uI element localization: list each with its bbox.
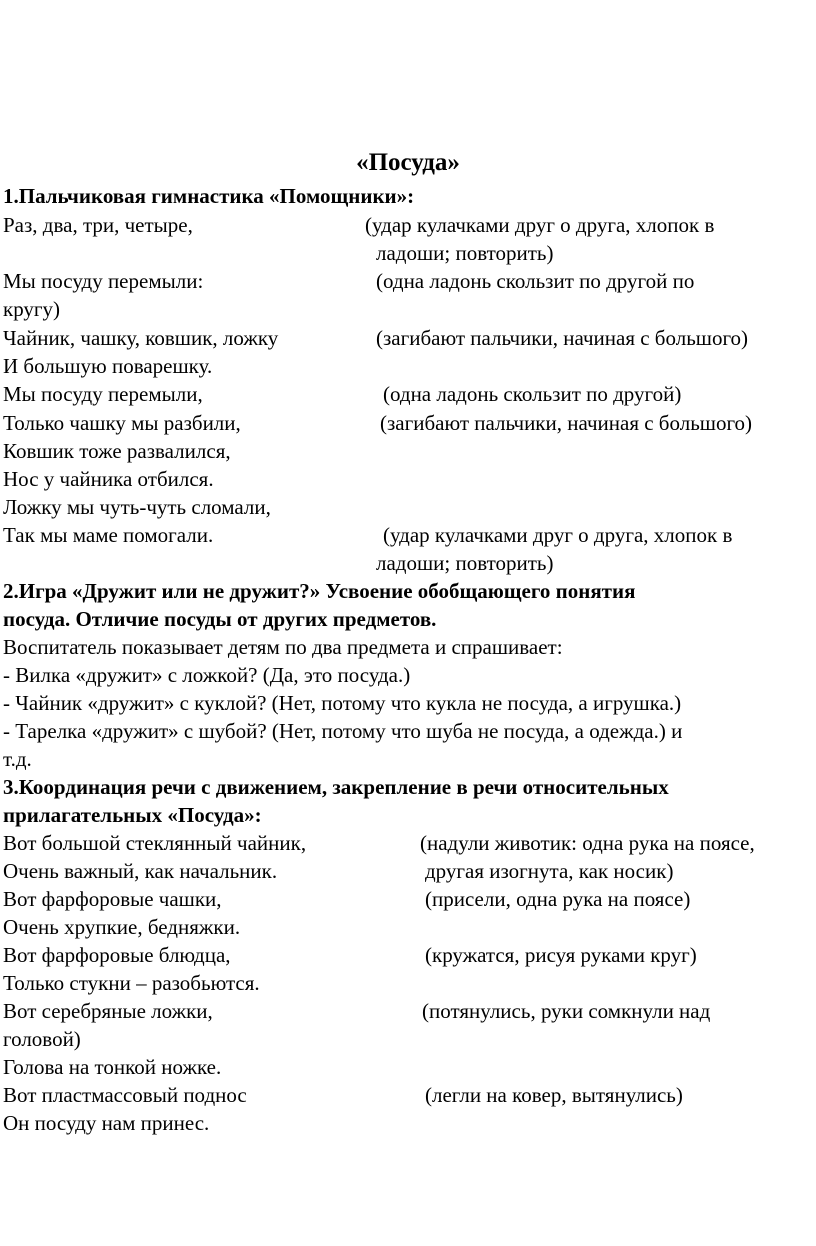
verse-line: Раз, два, три, четыре, [3, 213, 193, 237]
verse-line: Мы посуду перемыли, [3, 382, 203, 406]
verse-line: Чайник, чашку, ковшик, ложку [3, 326, 279, 350]
verse-line: Нос у чайника отбился. [3, 467, 214, 491]
movement-note: головой) [3, 1027, 81, 1051]
movement-note: (присели, одна рука на поясе) [425, 887, 691, 911]
movement-note: (одна ладонь скользит по другой по [376, 269, 695, 293]
paragraph-line: Воспитатель показывает детям по два предмета и спрашивает: [3, 635, 563, 659]
verse-line: И большую поварешку. [3, 354, 213, 378]
section2-heading: посуда. Отличие посуды от других предметов. [3, 607, 437, 631]
verse-line: Вот пластмассовый поднос [3, 1083, 247, 1107]
paragraph-line: - Вилка «дружит» с ложкой? (Да, это посуда.) [3, 663, 411, 687]
verse-line: Он посуду нам принес. [3, 1111, 210, 1135]
paragraph-line: - Чайник «дружит» с куклой? (Нет, потому что кукла не посуда, а игрушка.) [3, 691, 682, 715]
paragraph-line: т.д. [3, 747, 32, 771]
movement-note: (одна ладонь скользит по другой) [383, 382, 682, 406]
movement-note: (удар кулачками друг о друга, хлопок в [383, 523, 733, 547]
verse-line: Только чашку мы разбили, [3, 411, 241, 435]
verse-line: Голова на тонкой ножке. [3, 1055, 222, 1079]
movement-note: (удар кулачками друг о друга, хлопок в [365, 213, 715, 237]
verse-line: Очень важный, как начальник. [3, 859, 278, 883]
verse-line: Только стукни – разобьются. [3, 971, 260, 995]
movement-note: (загибают пальчики, начиная с большого) [376, 326, 749, 350]
verse-line: Ложку мы чуть-чуть сломали, [3, 495, 271, 519]
verse-line: Очень хрупкие, бедняжки. [3, 915, 241, 939]
verse-line: Вот фарфоровые блюдца, [3, 943, 231, 967]
verse-line: Ковшик тоже развалился, [3, 439, 231, 463]
page-title: «Посуда» [356, 149, 460, 176]
verse-line: Мы посуду перемыли: [3, 269, 204, 293]
verse-line: Вот большой стеклянный чайник, [3, 831, 307, 855]
verse-line: Вот фарфоровые чашки, [3, 887, 222, 911]
movement-note: (загибают пальчики, начиная с большого) [380, 411, 753, 435]
paragraph-line: - Тарелка «дружит» с шубой? (Нет, потому что шуба не посуда, а одежда.) и [3, 719, 683, 743]
section2-heading: 2.Игра «Дружит или не дружит?» Усвоение обобщающего понятия [3, 579, 636, 603]
movement-note: другая изогнута, как носик) [425, 859, 674, 883]
movement-note: ладоши; повторить) [376, 551, 554, 575]
section3-heading: прилагательных «Посуда»: [3, 803, 262, 827]
section3-heading: 3.Координация речи с движением, закрепление в речи относительных [3, 775, 669, 799]
section1-heading: 1.Пальчиковая гимнастика «Помощники»: [3, 184, 415, 208]
movement-note: (потянулись, руки сомкнули над [422, 999, 711, 1023]
verse-line: Вот серебряные ложки, [3, 999, 213, 1023]
movement-note: ладоши; повторить) [376, 241, 554, 265]
movement-note: кругу) [3, 297, 61, 321]
movement-note: (кружатся, рисуя руками круг) [425, 943, 697, 967]
movement-note: (надули животик: одна рука на поясе, [420, 831, 755, 855]
movement-note: (легли на ковер, вытянулись) [425, 1083, 683, 1107]
verse-line: Так мы маме помогали. [3, 523, 214, 547]
